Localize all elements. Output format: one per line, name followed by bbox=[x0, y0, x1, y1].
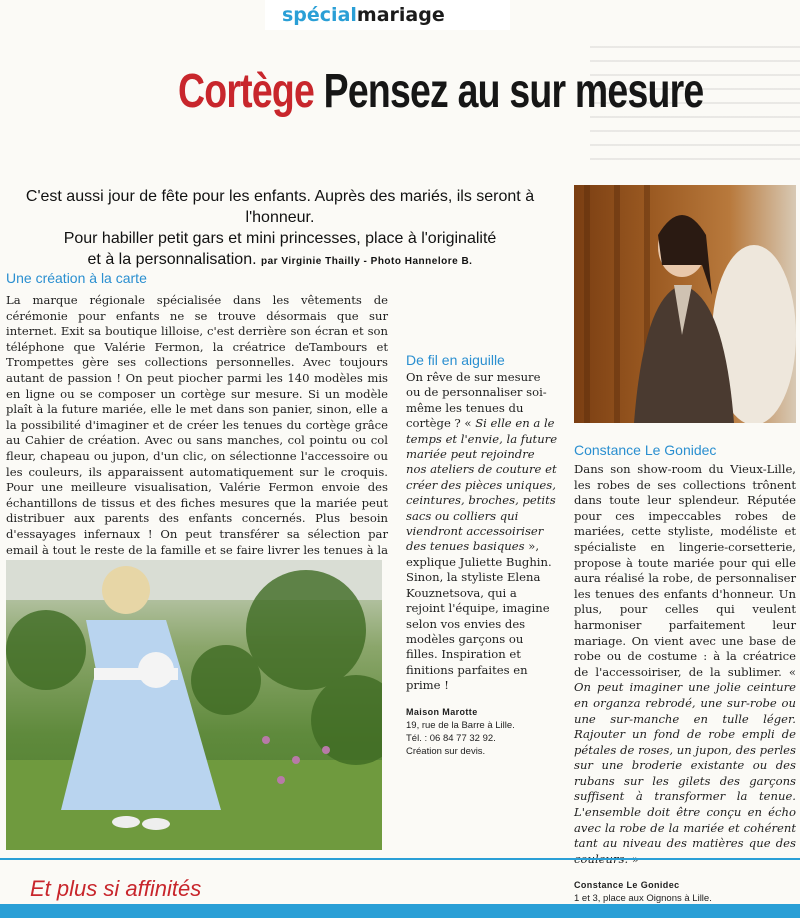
byline: par Virginie Thailly - Photo Hannelore B. bbox=[260, 256, 473, 267]
section2-body bbox=[406, 370, 558, 694]
section3-quote: On peut imaginer une jolie ceinture en organza rebrodé, une sur-robe ou une sur-manche en tulle léger. Rajouter un fond de robe empli de pétales de roses, un jupon, des perles sur une broderie existante ou des rubans sur les gilets des garçons suffisent à transformer la tenue. L'ensemble doit être conçu en écho avec la robe de la mariée et cohérent tant au niveau des matières que des bbox=[574, 680, 796, 851]
section2-contact-addr: 19, rue de la Barre à Lille. bbox=[406, 719, 515, 731]
page-title bbox=[178, 64, 703, 119]
section2-contact-name: Maison Marotte bbox=[406, 706, 478, 717]
section3-body bbox=[574, 462, 796, 867]
section2-contact-note: Création sur devis. bbox=[406, 745, 486, 757]
intro-block bbox=[0, 186, 560, 272]
section3-heading-wrap bbox=[574, 440, 716, 459]
section3-contact-name: Constance Le Gonidec bbox=[574, 880, 680, 891]
section2-quote: Si elle en a le temps et l'envie, la future mariée peut rejoindre nos ateliers de couture et créer des pièces uniques, ceintures, broches, petits sacs ou colliers qui viendront accessoiriser des tenues basiques bbox=[406, 416, 558, 554]
intro-line2: Pour habiller petit gars et mini princesses, place à l'originalité bbox=[63, 230, 497, 247]
child-illustration bbox=[6, 560, 382, 850]
title-part2: Pensez au sur mesure bbox=[323, 65, 704, 118]
section1-body: La marque régionale spécialisée dans les vêtements de cérémonie pour enfants ne se trouve désormais que sur internet. Exit sa boutique lilloise, c'est derrière son écran et son téléphone que Valérie Fermon, la créatrice deTambours et Trompettes gère ses collections personnelles. Avec toujours autant de passion ! On peut piocher parmi les 140 modèles mis en ligne ou se composer un cortège sur mesure. Si un modèle plaît à la future mariée, elle le met dans son panier, sinon, elle a la possibilité d'imaginer et de créer les tenues du cortège grâce au Cahier de création. Avec ou sans manches, col pointu ou col fleur, chapeau ou jupon, d'un clic, on sélectionne l'accessoire ou les couleurs, ils apparaissent automatiquement sur le croquis. Pour une meilleure visualisation, Valérie Fermon envoie des échantillons de tissus et des fiches mesures que la mariée peut distribuer aux parents des enfants concernés. Plus besoin d'essayages infernaux ! On peut transférer sa sélection par email à tout le reste de la famille et se faire livrer les tenues à la bbox=[6, 293, 388, 557]
footer-title: Et plus si affinités bbox=[30, 876, 202, 901]
footer-band bbox=[0, 904, 800, 918]
section2-text bbox=[406, 370, 558, 758]
section3-heading: Constance Le Gonidec bbox=[574, 442, 717, 458]
section2-body-end: », explique Juliette Bughin. Sinon, la styliste Elena Kouznetsova, qui a rejoint l'équipe, imagine selon vos envies des modèles garçons ou filles. Inspiration et finitions parfaites en prime ! bbox=[406, 539, 552, 693]
section2-heading-wrap bbox=[406, 350, 505, 369]
section3-contact-addr: 1 et 3, place aux Oignons à Lille. bbox=[574, 893, 712, 905]
footer-divider bbox=[0, 858, 800, 860]
photo-child bbox=[6, 560, 382, 850]
intro-line1: C'est aussi jour de fête pour les enfants. Auprès des mariés, ils seront à l'honneur. bbox=[25, 188, 535, 226]
section3-body-start: Dans son show-room du Vieux-Lille, les robes de ses collections trônent dans toute leur splendeur. Réputée pour ces impeccables robes de mariées, cette styliste, modéliste et spécialiste en lingerie-corsetterie, propose à toute mariée pour qui elle aura réalisé la robe, de personnaliser les tenues des enfants d'honneur. Un plus, pour celles qui veulent harmoniser parfaitement leur mariage. On vient avec une base de robe ou de costume : à la créatrice de l'accessoiriser, de la sublimer. « bbox=[574, 462, 796, 679]
designer-illustration bbox=[574, 185, 796, 423]
section3-text bbox=[574, 462, 796, 918]
section2-body-start: On rêve de sur mesure ou de personnaliser soi-même les tenues du cortège ? « bbox=[406, 370, 547, 431]
section2-contact bbox=[406, 706, 558, 758]
section-label bbox=[282, 4, 445, 26]
mariage-label: mariage bbox=[356, 4, 445, 26]
special-label: spécial bbox=[282, 4, 357, 26]
section1-heading: Une création à la carte bbox=[6, 270, 147, 286]
section1-heading-wrap bbox=[6, 268, 147, 287]
intro-line3: et à la personnalisation. bbox=[87, 251, 257, 268]
title-part1: Cortège bbox=[178, 65, 315, 118]
photo-designer bbox=[574, 185, 796, 423]
section2-contact-tel: Tél. : 06 84 77 32 92. bbox=[406, 732, 496, 744]
section2-heading: De fil en aiguille bbox=[406, 352, 505, 368]
